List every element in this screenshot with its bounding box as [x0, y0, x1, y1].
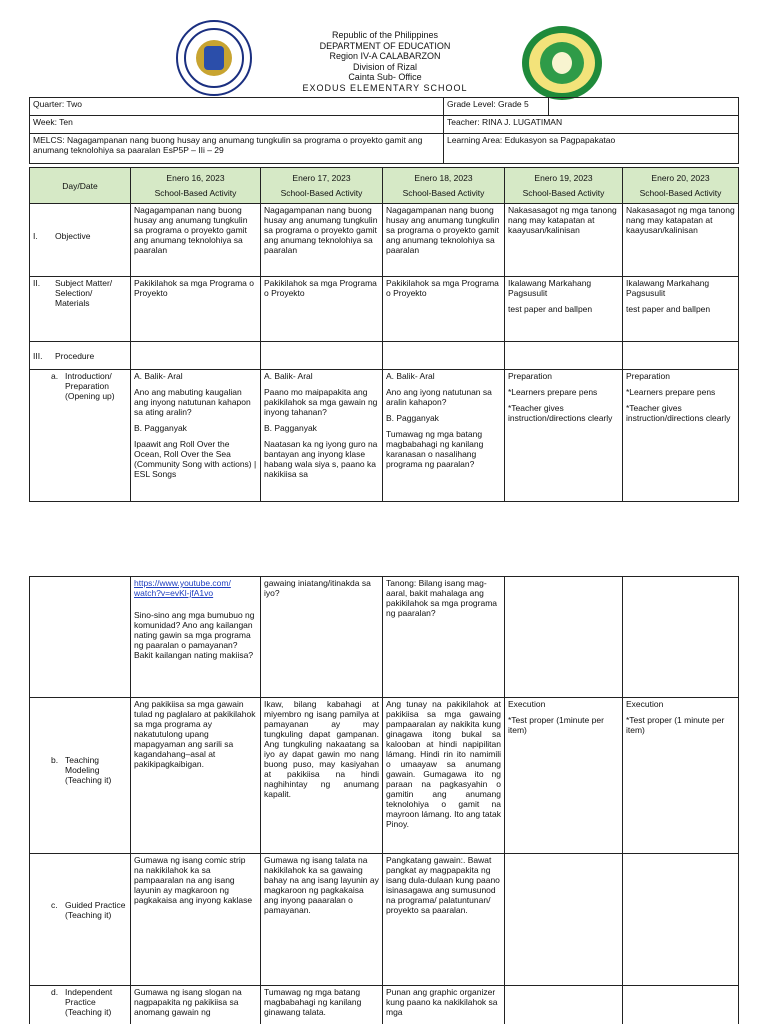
activity-label: School-Based Activity: [402, 188, 485, 198]
section-label: Guided Practice (Teaching it): [65, 900, 126, 920]
lesson-plan-table-continued: [29, 576, 739, 1024]
deped-seal-icon: [176, 20, 252, 96]
introduction-continued-row: [30, 577, 739, 698]
subject-test-cell: [623, 277, 739, 342]
section-number: II.: [33, 278, 41, 288]
independent-cell: Gumawa ng isang slogan na nagpapakita ng pakikiisa sa anomang gawain ng: [131, 986, 261, 1024]
section-label: Teaching Modeling (Teaching it): [65, 755, 112, 785]
section-label: Subject Matter/ Selection/ Materials: [55, 278, 113, 308]
section-number: III.: [33, 350, 43, 361]
subject-row: [30, 277, 739, 342]
activity-label: School-Based Activity: [154, 188, 237, 198]
preparation-text: *Teacher gives instruction/directions clearly: [626, 403, 731, 423]
activity-label: School-Based Activity: [280, 188, 363, 198]
date-label: Enero 16, 2023: [166, 173, 225, 183]
section-number: I.: [33, 231, 38, 241]
objective-cell: Nagagampanan nang buong husay ang anumang tungkulin sa programa o proyekto gamit ang anumang teknolohiya sa paaralan: [131, 204, 261, 277]
teacher-cell: Teacher: RINA J. LUGATIMAN: [444, 116, 739, 134]
test-materials: test paper and ballpen: [508, 304, 593, 314]
execution-cell: [623, 698, 739, 854]
lesson-plan-table: [29, 167, 739, 502]
test-materials: test paper and ballpen: [626, 304, 711, 314]
balik-aral-heading: A. Balik- Aral: [134, 371, 183, 381]
teaching-label-cell: [30, 698, 131, 854]
preparation-text: *Learners prepare pens: [508, 387, 598, 397]
header-text: [250, 30, 520, 93]
preparation-heading: Preparation: [508, 371, 552, 381]
section-number: a.: [51, 371, 59, 381]
date-column-1: [131, 168, 261, 204]
objective-cell: Nakasasagot ng mga tanong nang may katapatan at kaayusan/kalinisan: [623, 204, 739, 277]
independent-cell: Tumawag ng mga batang magbabahagi ng kanilang ginawang talata.: [261, 986, 383, 1024]
melcs-cell: MELCS: Nagagampanan nang buong husay ang anumang tungkulin sa programa o proyekto gamit ang anumang teknolohiya sa paaralan EsP5P – IIi – 29: [30, 134, 444, 164]
execution-heading: Execution: [626, 699, 664, 709]
grade-cell: Grade Level: Grade 5: [444, 98, 549, 116]
info-table: [29, 97, 739, 164]
independent-cell: Punan ang graphic organizer kung paano ka nakikilahok sa mga: [383, 986, 505, 1024]
introduction-row: [30, 370, 739, 502]
subject-cell: Pakikilahok sa mga Programa o Proyekto: [383, 277, 505, 342]
execution-cell: [505, 698, 623, 854]
introduction-cell: [131, 577, 261, 698]
independent-label-cell: [30, 986, 131, 1024]
date-column-5: [623, 168, 739, 204]
balik-aral-heading: A. Balik- Aral: [264, 371, 313, 381]
section-label: Introduction/ Preparation (Opening up): [65, 371, 115, 401]
youtube-link[interactable]: https://www.youtube.com/ watch?v=evKl-jfA1vo: [134, 578, 231, 598]
school-seal-icon: [522, 26, 602, 100]
independent-practice-row: [30, 986, 739, 1024]
guide-questions: Sino-sino ang mga bumubuo ng komunidad? Ano ang kailangan nating gawin sa mga programa ng paaralan o pamayanan? Bakit kailangan nating makiisa?: [134, 610, 255, 660]
introduction-cell: Tanong: Bilang isang mag-aaral, bakit mahalaga ang pakikilahok sa mga programa ng paaralan?: [383, 577, 505, 698]
execution-text: *Test proper (1minute per item): [508, 715, 604, 735]
quarter-cell: Quarter: Two: [30, 98, 444, 116]
pagganyak-text: Ipaawit ang Roll Over the Ocean, Roll Over the Sea (Community Song with actions) | ESL Songs: [134, 439, 257, 479]
section-label: Objective: [55, 231, 91, 241]
balik-aral-text: Paano mo maipapakita ang pakikilahok sa mga gawain ng inyong tahanan?: [264, 387, 378, 417]
introduction-cell: [383, 370, 505, 502]
introduction-label-cell: [30, 370, 131, 502]
week-cell: Week: Ten: [30, 116, 444, 134]
subject-cell: Pakikilahok sa mga Programa o Proyekto: [131, 277, 261, 342]
date-label: Enero 20, 2023: [651, 173, 710, 183]
pagganyak-text: Tumawag ng mga batang magbabahagi ng kanilang karanasan o nasalihang programa ng paaralan?: [386, 429, 484, 469]
date-label: Enero 17, 2023: [292, 173, 351, 183]
pagganyak-heading: B. Pagganyak: [386, 413, 439, 423]
preparation-text: *Learners prepare pens: [626, 387, 716, 397]
balik-aral-text: Ano ang iyong natutunan sa aralin kahapon?: [386, 387, 492, 407]
procedure-label-cell: [30, 342, 131, 370]
teaching-modeling-row: [30, 698, 739, 854]
balik-aral-heading: A. Balik- Aral: [386, 371, 435, 381]
objective-cell: Nakasasagot ng mga tanong nang may katapatan at kaayusan/kalinisan: [505, 204, 623, 277]
page-2: [0, 568, 768, 1024]
date-label: Enero 18, 2023: [414, 173, 473, 183]
header-department: DEPARTMENT OF EDUCATION: [319, 40, 451, 51]
header-republic: Republic of the Philippines: [331, 30, 439, 40]
date-column-2: [261, 168, 383, 204]
test-title: Ikalawang Markahang Pagsusulit: [626, 278, 710, 298]
date-column-4: [505, 168, 623, 204]
activity-label: School-Based Activity: [639, 188, 722, 198]
activity-label: School-Based Activity: [522, 188, 605, 198]
section-number: c.: [51, 900, 58, 910]
objective-cell: Nagagampanan nang buong husay ang anumang tungkulin sa programa o proyekto gamit ang anumang teknolohiya sa paaralan: [261, 204, 383, 277]
pagganyak-heading: B. Pagganyak: [134, 423, 187, 433]
execution-heading: Execution: [508, 699, 546, 709]
preparation-cell: [623, 370, 739, 502]
subject-cell: Pakikilahok sa mga Programa o Proyekto: [261, 277, 383, 342]
test-title: Ikalawang Markahang Pagsusulit: [508, 278, 592, 298]
section-number: d.: [51, 987, 59, 997]
subject-label-cell: [30, 277, 131, 342]
introduction-cell: [261, 370, 383, 502]
section-label: Procedure: [55, 350, 95, 361]
subject-test-cell: [505, 277, 623, 342]
header-sub-office: Cainta Sub- Office: [348, 72, 422, 82]
objective-row: [30, 204, 739, 277]
date-label: Enero 19, 2023: [534, 173, 593, 183]
learning-area-cell: Learning Area: Edukasyon sa Pagpapakatao: [444, 134, 739, 164]
header-region: Region IV-A CALABARZON: [329, 51, 441, 61]
execution-text: *Test proper (1 minute per item): [626, 715, 725, 735]
document-header: [0, 0, 768, 96]
objective-label-cell: [30, 204, 131, 277]
day-date-header: Day/Date: [30, 168, 131, 204]
guided-label-cell: [30, 854, 131, 986]
guided-cell: Gumawa ng isang comic strip na nakikilahok ka sa pampaaralan na ang isang layunin ay magkaroon ng pagkakaisa ang inyong kaklase: [131, 854, 261, 986]
preparation-text: *Teacher gives instruction/directions clearly: [508, 403, 613, 423]
preparation-cell: [505, 370, 623, 502]
balik-aral-text: Ano ang mabuting kaugalian ang inyong natutunan kahapon sa ating aralin?: [134, 387, 251, 417]
introduction-cell: [131, 370, 261, 502]
preparation-heading: Preparation: [626, 371, 670, 381]
teaching-cell: Ikaw, bilang kabahagi at miyembro ng isang pamilya at pamayanan ay may tungkuling dapat gampanan. Ang tungkuling nakaatang sa iyo ay dapat gawin mo nang buong puso, may kasiyahan at pakikiisa na hindi naghihintay ng anumang kapalit.: [261, 698, 383, 854]
pagganyak-text: Naatasan ka ng iyong guro na bantayan ang inyong klase habang wala siya s, paano ka nakikiisa sa: [264, 439, 378, 479]
header-division: Division of Rizal: [352, 61, 418, 72]
section-number: b.: [51, 755, 59, 765]
teaching-cell: Ang pakikiisa sa mga gawain tulad ng paglalaro at pakikilahok sa mga programa ay nakatutulong upang mapagyaman ang sarili sa kagandahang–asal at pakikipagkaibigan.: [131, 698, 261, 854]
procedure-row: [30, 342, 739, 370]
date-column-3: [383, 168, 505, 204]
objective-cell: Nagagampanan nang buong husay ang anumang tungkulin sa programa o proyekto gamit ang anumang teknolohiya sa paaralan: [383, 204, 505, 277]
section-label: Independent Practice (Teaching it): [65, 987, 113, 1017]
guided-cell: Pangkatang gawain:. Bawat pangkat ay magpapakita ng isang dula-dulaan kung paano isinasagawa ang sumusunod na programa/ palatuntunan/ proyekto sa paaralan.: [383, 854, 505, 986]
pagganyak-heading: B. Pagganyak: [264, 423, 317, 433]
teaching-cell: Ang tunay na pakikilahok at pakikiisa sa mga gawaing pampaaralan ay nakikita kung ginagawa itong bukal sa kalooban at hindi napipilitan lámang. Hindi rin ito namimili o umaayaw sa anumang gawain. Gumagawa ito ng paraan na pagkasyahin o gamitin ang anumang teknolohiya o gamit na mayroon lámang. Ito ang tatak Pinoy.: [383, 698, 505, 854]
guided-cell: Gumawa ng isang talata na nakikilahok ka sa gawaing bahay na ang isang layunin ay magkaroon ng pagkakaisa ang inyong paaaralan o pamayanan.: [261, 854, 383, 986]
introduction-cell: gawaing iniatang/itinakda sa iyo?: [261, 577, 383, 698]
guided-practice-row: [30, 854, 739, 986]
header-school: EXODUS ELEMENTARY SCHOOL: [302, 82, 468, 93]
